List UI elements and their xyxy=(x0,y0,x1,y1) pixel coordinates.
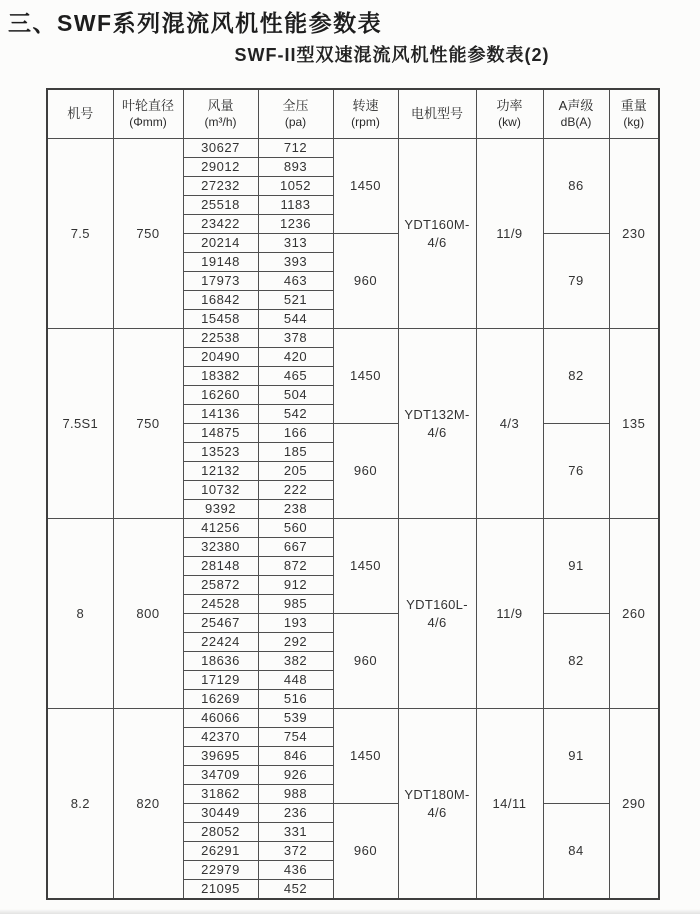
col-header-unit: (kg) xyxy=(623,115,645,129)
airflow-cell: 13523 xyxy=(183,443,258,462)
airflow-cell: 25467 xyxy=(183,614,258,633)
airflow-cell: 14136 xyxy=(183,405,258,424)
table-row xyxy=(47,519,659,538)
sound-level-cell: 82 xyxy=(543,329,609,424)
col-header-motor-model xyxy=(398,89,476,139)
pressure-cell: 893 xyxy=(258,158,333,177)
airflow-cell: 17973 xyxy=(183,272,258,291)
table-row xyxy=(47,329,659,348)
speed-cell: 1450 xyxy=(333,139,398,234)
col-header-unit: (Φmm) xyxy=(129,115,167,129)
pressure-cell: 516 xyxy=(258,690,333,709)
motor-model-cell: YDT132M-4/6 xyxy=(398,329,476,519)
col-header-label: 转速 xyxy=(352,98,379,113)
airflow-cell: 30449 xyxy=(183,804,258,823)
impeller-diameter-cell: 800 xyxy=(113,519,183,709)
weight-cell: 135 xyxy=(609,329,659,519)
airflow-cell: 16842 xyxy=(183,291,258,310)
airflow-cell: 46066 xyxy=(183,709,258,728)
speed-cell: 960 xyxy=(333,234,398,329)
airflow-cell: 42370 xyxy=(183,728,258,747)
pressure-cell: 166 xyxy=(258,424,333,443)
pressure-cell: 912 xyxy=(258,576,333,595)
speed-cell: 960 xyxy=(333,614,398,709)
col-header-sound-level xyxy=(543,89,609,139)
col-header-pressure xyxy=(258,89,333,139)
fan-performance-table xyxy=(46,88,660,900)
pressure-cell: 372 xyxy=(258,842,333,861)
airflow-cell: 34709 xyxy=(183,766,258,785)
impeller-diameter-cell: 750 xyxy=(113,139,183,329)
pressure-cell: 544 xyxy=(258,310,333,329)
pressure-cell: 1052 xyxy=(258,177,333,196)
power-cell: 11/9 xyxy=(476,519,543,709)
airflow-cell: 23422 xyxy=(183,215,258,234)
model-cell: 7.5S1 xyxy=(47,329,113,519)
col-header-airflow xyxy=(183,89,258,139)
pressure-cell: 988 xyxy=(258,785,333,804)
pressure-cell: 521 xyxy=(258,291,333,310)
impeller-diameter-cell: 750 xyxy=(113,329,183,519)
pressure-cell: 448 xyxy=(258,671,333,690)
pressure-cell: 185 xyxy=(258,443,333,462)
sound-level-cell: 91 xyxy=(543,709,609,804)
sound-level-cell: 76 xyxy=(543,424,609,519)
airflow-cell: 27232 xyxy=(183,177,258,196)
airflow-cell: 16269 xyxy=(183,690,258,709)
pressure-cell: 926 xyxy=(258,766,333,785)
table-row xyxy=(47,709,659,728)
power-cell: 4/3 xyxy=(476,329,543,519)
pressure-cell: 463 xyxy=(258,272,333,291)
pressure-cell: 504 xyxy=(258,386,333,405)
page-subtitle: SWF-II型双速混流风机性能参数表(2) xyxy=(234,45,550,65)
page-title: 三、SWF系列混流风机性能参数表 xyxy=(8,10,383,36)
model-cell: 8.2 xyxy=(47,709,113,900)
pressure-cell: 667 xyxy=(258,538,333,557)
motor-model-cell: YDT160L-4/6 xyxy=(398,519,476,709)
col-header-unit: (pa) xyxy=(284,115,307,129)
airflow-cell: 28052 xyxy=(183,823,258,842)
airflow-cell: 21095 xyxy=(183,880,258,900)
airflow-cell: 41256 xyxy=(183,519,258,538)
sound-level-cell: 82 xyxy=(543,614,609,709)
pressure-cell: 539 xyxy=(258,709,333,728)
airflow-cell: 25872 xyxy=(183,576,258,595)
pressure-cell: 378 xyxy=(258,329,333,348)
col-header-unit: (m³/h) xyxy=(204,115,237,129)
col-header-speed xyxy=(333,89,398,139)
airflow-cell: 22424 xyxy=(183,633,258,652)
col-header-unit: dB(A) xyxy=(560,115,592,129)
pressure-cell: 382 xyxy=(258,652,333,671)
airflow-cell: 25518 xyxy=(183,196,258,215)
pressure-cell: 393 xyxy=(258,253,333,272)
power-cell: 14/11 xyxy=(476,709,543,900)
airflow-cell: 19148 xyxy=(183,253,258,272)
pressure-cell: 452 xyxy=(258,880,333,900)
airflow-cell: 30627 xyxy=(183,139,258,158)
speed-cell: 960 xyxy=(333,424,398,519)
airflow-cell: 9392 xyxy=(183,500,258,519)
airflow-cell: 24528 xyxy=(183,595,258,614)
pressure-cell: 331 xyxy=(258,823,333,842)
airflow-cell: 14875 xyxy=(183,424,258,443)
airflow-cell: 20490 xyxy=(183,348,258,367)
weight-cell: 260 xyxy=(609,519,659,709)
pressure-cell: 542 xyxy=(258,405,333,424)
pressure-cell: 1183 xyxy=(258,196,333,215)
col-header-label: 叶轮直径 xyxy=(121,98,174,113)
col-header-impeller-diameter xyxy=(113,89,183,139)
pressure-cell: 465 xyxy=(258,367,333,386)
model-cell: 7.5 xyxy=(47,139,113,329)
pressure-cell: 712 xyxy=(258,139,333,158)
pressure-cell: 205 xyxy=(258,462,333,481)
pressure-cell: 313 xyxy=(258,234,333,253)
pressure-cell: 236 xyxy=(258,804,333,823)
airflow-cell: 22979 xyxy=(183,861,258,880)
pressure-cell: 985 xyxy=(258,595,333,614)
col-header-label: A声级 xyxy=(558,98,594,113)
col-header-unit: (kw) xyxy=(498,115,521,129)
pressure-cell: 436 xyxy=(258,861,333,880)
col-header-label: 机号 xyxy=(67,106,94,121)
col-header-model xyxy=(47,89,113,139)
speed-cell: 960 xyxy=(333,804,398,900)
col-header-unit: (rpm) xyxy=(351,115,380,129)
speed-cell: 1450 xyxy=(333,329,398,424)
airflow-cell: 39695 xyxy=(183,747,258,766)
airflow-cell: 17129 xyxy=(183,671,258,690)
power-cell: 11/9 xyxy=(476,139,543,329)
header-row xyxy=(47,89,659,139)
airflow-cell: 18382 xyxy=(183,367,258,386)
pressure-cell: 193 xyxy=(258,614,333,633)
sound-level-cell: 84 xyxy=(543,804,609,900)
table-row xyxy=(47,139,659,158)
airflow-cell: 26291 xyxy=(183,842,258,861)
pressure-cell: 222 xyxy=(258,481,333,500)
col-header-power xyxy=(476,89,543,139)
pressure-cell: 560 xyxy=(258,519,333,538)
pressure-cell: 754 xyxy=(258,728,333,747)
airflow-cell: 10732 xyxy=(183,481,258,500)
col-header-label: 重量 xyxy=(620,98,647,113)
col-header-label: 电机型号 xyxy=(410,106,463,121)
airflow-cell: 29012 xyxy=(183,158,258,177)
pressure-cell: 238 xyxy=(258,500,333,519)
table-header xyxy=(47,89,659,139)
motor-model-cell: YDT160M-4/6 xyxy=(398,139,476,329)
pressure-cell: 872 xyxy=(258,557,333,576)
airflow-cell: 12132 xyxy=(183,462,258,481)
table-body xyxy=(47,139,659,900)
pressure-cell: 292 xyxy=(258,633,333,652)
sound-level-cell: 79 xyxy=(543,234,609,329)
col-header-label: 风量 xyxy=(207,98,234,113)
weight-cell: 230 xyxy=(609,139,659,329)
weight-cell: 290 xyxy=(609,709,659,900)
speed-cell: 1450 xyxy=(333,519,398,614)
airflow-cell: 20214 xyxy=(183,234,258,253)
impeller-diameter-cell: 820 xyxy=(113,709,183,900)
speed-cell: 1450 xyxy=(333,709,398,804)
col-header-label: 全压 xyxy=(282,98,309,113)
airflow-cell: 32380 xyxy=(183,538,258,557)
pressure-cell: 846 xyxy=(258,747,333,766)
airflow-cell: 28148 xyxy=(183,557,258,576)
sound-level-cell: 91 xyxy=(543,519,609,614)
pressure-cell: 420 xyxy=(258,348,333,367)
airflow-cell: 15458 xyxy=(183,310,258,329)
col-header-label: 功率 xyxy=(496,98,523,113)
col-header-weight xyxy=(609,89,659,139)
scan-edge-shadow xyxy=(0,909,700,914)
motor-model-cell: YDT180M-4/6 xyxy=(398,709,476,900)
airflow-cell: 31862 xyxy=(183,785,258,804)
airflow-cell: 22538 xyxy=(183,329,258,348)
sound-level-cell: 86 xyxy=(543,139,609,234)
model-cell: 8 xyxy=(47,519,113,709)
airflow-cell: 16260 xyxy=(183,386,258,405)
airflow-cell: 18636 xyxy=(183,652,258,671)
pressure-cell: 1236 xyxy=(258,215,333,234)
